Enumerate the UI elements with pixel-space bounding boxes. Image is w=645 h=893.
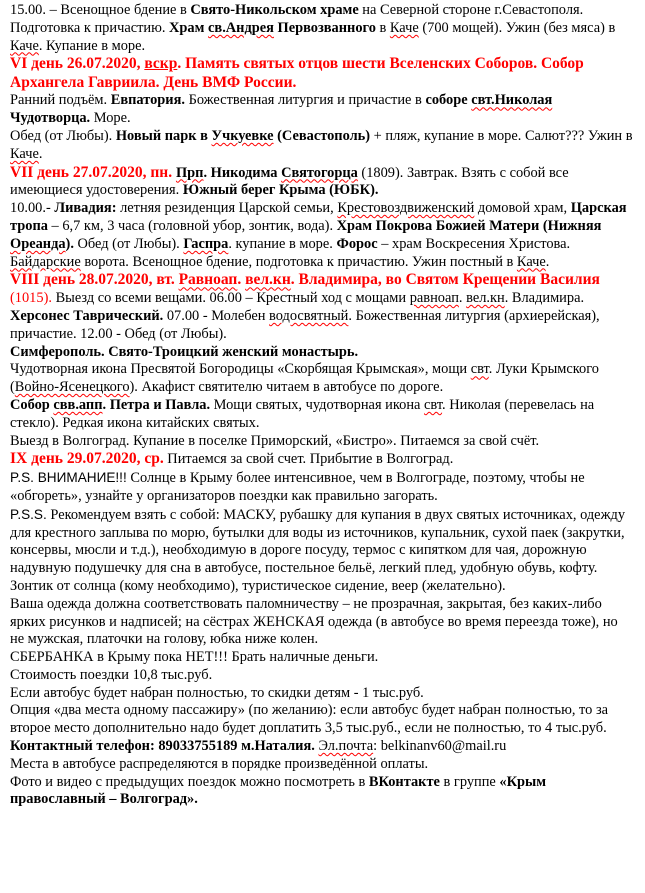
paragraph-seats	[10, 756, 635, 774]
text-bold: Ливадия:	[54, 200, 117, 217]
text-bold: соборе	[425, 92, 472, 109]
text-bold: Ореанда	[10, 235, 66, 252]
text: .	[237, 271, 246, 289]
text: Равноап	[178, 271, 238, 289]
text: Чудотворная икона Пресвятой Богородицы «Скорбящая Крымская», мощи	[10, 361, 471, 378]
text: Божественная литургия и причастие в	[184, 92, 426, 109]
text: Каче	[10, 37, 39, 54]
paragraph-uchkuevka	[10, 128, 635, 164]
text-bold: (Севастополь)	[273, 127, 371, 144]
paragraph-option	[10, 702, 635, 738]
text: домовой храм,	[474, 200, 571, 217]
text-bold: Гаспра	[183, 235, 229, 252]
text-bold: Царская тропа	[10, 200, 627, 234]
text: Каче	[389, 19, 419, 36]
text-bold: . Никодима	[203, 164, 282, 181]
text-bold: Форос	[336, 235, 378, 252]
text: (700 мощей). Ужин (без мяса) в	[418, 19, 616, 36]
text-red: (1015).	[10, 290, 52, 307]
text: на Северной стороне г.Севастополя. Подготовка к причастию.	[10, 2, 584, 36]
paragraph-day5-evening	[10, 2, 635, 55]
text: . купание в море.	[228, 235, 337, 252]
text-bold: ).	[65, 235, 74, 252]
text: Ваша одежда должна соответствовать паломничеству – не прозрачная, закрытая, без каких-либо ярких рисунков и надписей; на сёстрах ЖЕНСКАЯ одежда (в автобусе во время переезда тоже), но не мужская, платочки на голову, юбка ниже колен.	[10, 595, 618, 648]
text-bold: свв.апп	[53, 396, 103, 413]
text: VI день 26.07.2020,	[10, 55, 145, 73]
text: – храм Воскресения Христова.	[377, 235, 571, 252]
day7-heading: VII день 27.07.2020, пн.	[10, 163, 176, 181]
text-bold: .	[194, 791, 198, 808]
text: 15.00. – Всенощное бдение в	[10, 2, 191, 18]
text: СБЕРБАНКА в Крыму пока НЕТ!!! Брать наличные деньги.	[10, 649, 379, 666]
text-bold: Учкуевке	[211, 127, 274, 144]
text: вел.кн	[466, 290, 505, 307]
text-bold: Храм	[169, 19, 209, 36]
text: вел.кн	[245, 271, 291, 289]
text-bold: ВКонтакте	[368, 773, 440, 790]
paragraph-contacts	[10, 738, 635, 756]
text-bold: Херсонес Таврический.	[10, 307, 164, 324]
text: P.S.S.	[10, 506, 47, 522]
text-bold: Симферополь. Свято-Троицкий женский монастырь.	[10, 343, 359, 360]
paragraph-departure	[10, 433, 635, 451]
text-bold: Прп	[175, 164, 204, 181]
text: Солнце в Крыму более интенсивное, чем в Волгограде, поэтому, чтобы не «обгореть», узнайте у организаторов поездки как правильно загорать.	[10, 470, 585, 504]
text: летняя резиденция Царской семьи,	[116, 200, 338, 217]
text: – 6,7 км, 3 часа (головной убор, зонтик, вода).	[47, 217, 337, 234]
text: Если автобус будет набран полностью, то скидки детям - 1 тыс.руб.	[10, 684, 424, 701]
contact-email[interactable]: : belkinanv60@mail.ru	[373, 738, 507, 755]
text: . Владимира, во Святом Крещении Василия	[290, 271, 600, 289]
paragraph-vk	[10, 774, 635, 810]
paragraph-icon	[10, 361, 635, 397]
text: вскр	[144, 55, 178, 73]
text: . Божественная литургия (архиерейская), причастие. 12.00 - Обед (от Любы).	[10, 307, 600, 342]
text: . Купание в море.	[38, 37, 146, 54]
text: в группе	[439, 773, 500, 790]
paragraph-evpatoria	[10, 92, 635, 128]
contact-phone: Контактный телефон: 89033755189 м.Наталия.	[10, 738, 315, 755]
text-bold: Храм Покрова Божией Матери (Нижняя	[336, 217, 602, 234]
vk-group-name: «Крым православный – Волгоград»	[10, 773, 547, 808]
text: . Луки Крымского (	[10, 361, 599, 396]
text: . Владимира.	[504, 290, 585, 307]
day7-paragraph	[10, 164, 635, 201]
text: Каче	[10, 145, 39, 162]
paragraph-livadia	[10, 200, 635, 271]
text: + пляж, купание в море. Салют??? Ужин в	[370, 127, 633, 144]
text-bold: св.Андрея	[208, 19, 274, 36]
text-bold: Первозванного	[273, 19, 376, 36]
text: . Николая (перевелась на стекло). Редкая икона китайских святых.	[10, 396, 595, 431]
text: Эл.почта	[318, 738, 374, 755]
paragraph-simferopol	[10, 344, 635, 362]
paragraph-clothing	[10, 596, 635, 649]
text: ). Акафист святителю читаем в автобусе по дороге.	[129, 379, 444, 396]
text: Каче	[516, 253, 546, 270]
text-bold: Святогорца	[281, 164, 358, 181]
paragraph-discount	[10, 685, 635, 703]
text: равноап	[409, 290, 459, 307]
text-bold: свт.Николая	[471, 92, 553, 109]
day8-paragraph	[10, 271, 635, 343]
text-bold: Чудотворца.	[10, 110, 91, 127]
text: Питаемся за свой счет. Прибытие в Волгоград.	[163, 451, 454, 468]
text: в	[375, 19, 390, 36]
text: Войно-Ясенецкого	[14, 379, 130, 396]
text: Обед (от Любы).	[10, 127, 116, 144]
text-bold: Южный берег Крыма (ЮБК).	[182, 182, 379, 199]
text: .	[38, 145, 43, 162]
text: Выезд со всеми вещами. 06.00 – Крестный ход с мощами	[51, 290, 410, 307]
paragraph-cost	[10, 667, 635, 685]
text-bold: Новый парк в	[115, 127, 212, 144]
text: . Память святых отцов шести Вселенских Соборов. Собор Архангела Гавриила. День ВМФ России.	[10, 55, 584, 91]
text: P.S. ВНИМАНИЕ!!!	[10, 470, 127, 486]
text: Стоимость поездки 10,8 тыс.руб.	[10, 666, 213, 683]
text: Рекомендуем взять с собой: МАСКУ, рубашку для купания в двух святых источниках, одежду для крестного заплыва по морю, бутылки для воды из источников, купальник, сухой паек (закрутки, консервы, мюсли и т.д.), необходимую в дороге посуду, термос с кипятком для чая, дорожную надувную подушечку для сна в автобусе, постельное бельё, легкий плед, удобную обувь, кофту. Зонтик от солнца (кому необходимо), туристическое сидение, веер (желательно).	[10, 506, 626, 594]
day9-heading: IX день 29.07.2020, ср.	[10, 450, 164, 468]
text: .	[545, 253, 550, 270]
paragraph-cathedral	[10, 397, 635, 433]
text: Ранний подъём.	[10, 92, 111, 109]
paragraph-bank	[10, 649, 635, 667]
text: Море.	[90, 110, 131, 127]
paragraph-ps-attention	[10, 469, 635, 506]
text: Обед (от Любы).	[73, 235, 184, 252]
text: свт	[424, 396, 443, 413]
text: .	[458, 290, 467, 307]
text-bold: Собор	[10, 396, 54, 413]
text: Фото и видео с предыдущих поездок можно посмотреть в	[10, 773, 369, 790]
text: Места в автобусе распределяются в порядке произведённой оплаты.	[10, 755, 429, 772]
text: ворота. Всенощное бдение, подготовка к причастию. Ужин постный в	[80, 253, 517, 270]
text: Крестовоздвиженский	[337, 200, 475, 217]
text: (1809). Завтрак. Взять с собой все имеющиеся удостоверения.	[10, 164, 569, 199]
text: Выезд в Волгоград. Купание в поселке Приморский, «Бистро». Питаемся за свой счёт.	[10, 432, 540, 449]
text: 07.00 - Молебен	[163, 307, 270, 324]
text-bold: . Петра и Павла.	[102, 396, 211, 413]
text-bold: Свято-Никольском храме	[190, 2, 359, 18]
text: Мощи святых, чудотворная икона	[210, 396, 425, 413]
paragraph-pss-recommend	[10, 506, 635, 596]
text: Байдарские	[10, 253, 81, 270]
day9-paragraph	[10, 450, 635, 469]
text: водосвятный	[269, 307, 349, 324]
day6-heading	[10, 55, 635, 92]
text: 10.00.-	[10, 200, 55, 217]
text-bold: Евпатория.	[110, 92, 185, 109]
day8-heading: VIII день 28.07.2020, вт.	[10, 271, 179, 289]
text: свт	[470, 361, 489, 378]
text: Опция «два места одному пассажиру» (по желанию): если автобус будет набран полностью, то за второе место дополнительно надо будет доплатить 3,5 тыс.руб., если не полностью, то 4 тыс.руб.	[10, 702, 609, 737]
